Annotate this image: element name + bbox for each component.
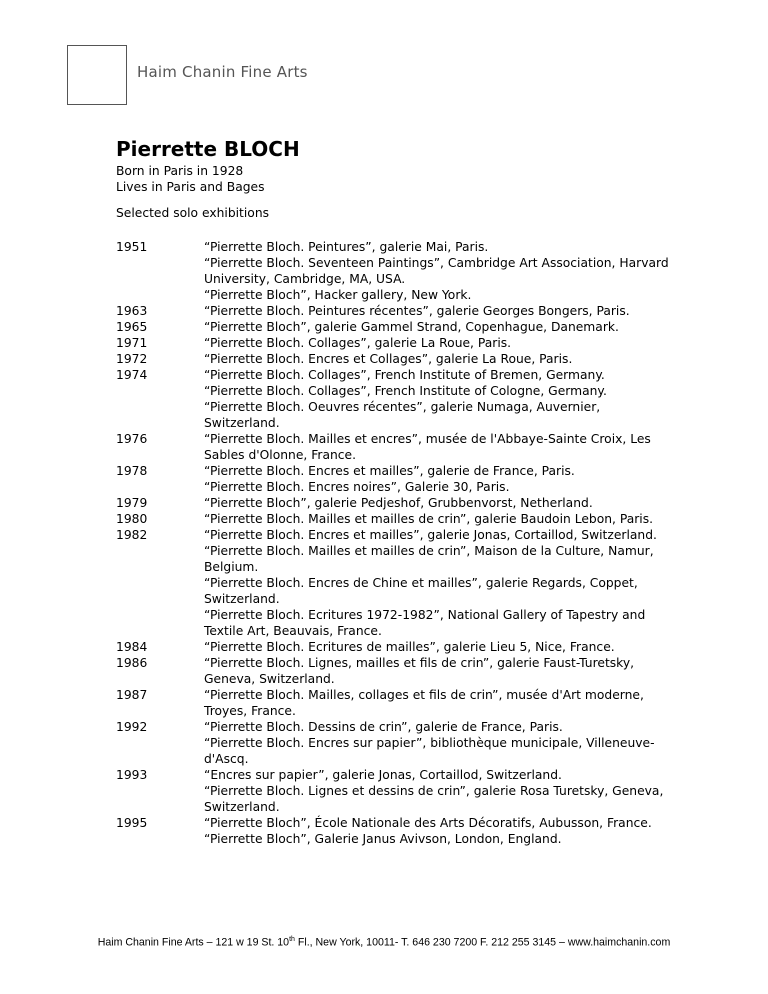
footer-text-end: Fl., New York, 10011- T. 646 230 7200 F. 212 255 3145 – www.haimchanin.com xyxy=(294,936,671,949)
exhibition-year xyxy=(116,399,204,431)
exhibition-description: “Pierrette Bloch. Seventeen Paintings”, Cambridge Art Association, Harvard University, Cambridge, MA, USA. xyxy=(204,256,669,286)
exhibition-year xyxy=(116,575,204,607)
exhibition-year: 1976 xyxy=(116,432,148,446)
exhibition-year: 1982 xyxy=(116,528,148,542)
exhibition-row xyxy=(116,687,676,719)
exhibition-description: “Pierrette Bloch. Encres noires”, Galerie 30, Paris. xyxy=(204,480,510,494)
exhibition-row xyxy=(116,655,676,687)
section-title: Selected solo exhibitions xyxy=(116,206,270,220)
exhibition-row xyxy=(116,719,676,735)
exhibition-year xyxy=(116,287,204,303)
exhibition-description: “Pierrette Bloch. Peintures récentes”, galerie Georges Bongers, Paris. xyxy=(204,304,630,318)
exhibition-row xyxy=(116,367,676,383)
exhibition-year xyxy=(116,783,204,815)
exhibition-description: “Pierrette Bloch. Mailles et encres”, musée de l'Abbaye-Sainte Croix, Les Sables d'Olonne, France. xyxy=(204,432,651,462)
exhibition-row xyxy=(116,511,676,527)
exhibition-row xyxy=(116,431,676,463)
footer xyxy=(0,936,768,949)
exhibition-row xyxy=(116,495,676,511)
exhibition-year: 1972 xyxy=(116,352,148,366)
exhibition-description: “Pierrette Bloch. Ecritures de mailles”, galerie Lieu 5, Nice, France. xyxy=(204,640,615,654)
exhibition-description: “Pierrette Bloch. Oeuvres récentes”, galerie Numaga, Auvernier, Switzerland. xyxy=(204,400,601,430)
exhibition-description: “Pierrette Bloch”, Hacker gallery, New York. xyxy=(204,288,472,302)
exhibition-row xyxy=(116,815,676,831)
exhibition-row xyxy=(116,255,676,287)
exhibition-year: 1995 xyxy=(116,816,148,830)
exhibition-row xyxy=(116,639,676,655)
exhibition-year: 1979 xyxy=(116,496,148,510)
exhibition-row xyxy=(116,479,676,495)
footer-superscript: th xyxy=(289,936,295,943)
exhibition-row xyxy=(116,831,676,847)
exhibition-description: “Pierrette Bloch. Dessins de crin”, galerie de France, Paris. xyxy=(204,720,563,734)
exhibition-description: “Pierrette Bloch. Encres et mailles”, galerie Jonas, Cortaillod, Switzerland. xyxy=(204,528,657,542)
exhibition-year xyxy=(116,543,204,575)
exhibition-year: 1986 xyxy=(116,656,148,670)
exhibition-row xyxy=(116,287,676,303)
lives-line: Lives in Paris and Bages xyxy=(116,180,265,194)
exhibition-row xyxy=(116,399,676,431)
logo-square xyxy=(67,45,127,105)
artist-bio xyxy=(116,163,265,195)
exhibition-year: 1965 xyxy=(116,320,148,334)
exhibition-year xyxy=(116,255,204,287)
exhibition-description: “Pierrette Bloch. Peintures”, galerie Mai, Paris. xyxy=(204,240,489,254)
exhibition-row xyxy=(116,319,676,335)
exhibition-year xyxy=(116,479,204,495)
exhibition-year xyxy=(116,735,204,767)
exhibition-description: “Pierrette Bloch. Encres de Chine et mailles”, galerie Regards, Coppet, Switzerland. xyxy=(204,576,638,606)
exhibition-row xyxy=(116,303,676,319)
exhibition-year: 1980 xyxy=(116,512,148,526)
exhibition-row xyxy=(116,239,676,255)
exhibition-year: 1992 xyxy=(116,720,148,734)
exhibition-description: “Pierrette Bloch. Encres et mailles”, galerie de France, Paris. xyxy=(204,464,575,478)
exhibition-description: “Pierrette Bloch”, École Nationale des Arts Décoratifs, Aubusson, France. xyxy=(204,816,652,830)
exhibition-row xyxy=(116,543,676,575)
exhibition-description: “Pierrette Bloch. Ecritures 1972-1982”, National Gallery of Tapestry and Textile Art, Beauvais, France. xyxy=(204,608,646,638)
exhibition-row xyxy=(116,463,676,479)
exhibition-description: “Pierrette Bloch. Encres sur papier”, bibliothèque municipale, Villeneuve-d'Ascq. xyxy=(204,736,655,766)
exhibition-description: “Pierrette Bloch. Mailles, collages et fils de crin”, musée d'Art moderne, Troyes, France. xyxy=(204,688,644,718)
exhibition-description: “Pierrette Bloch. Collages”, French Institute of Bremen, Germany. xyxy=(204,368,605,382)
exhibition-description: “Pierrette Bloch. Collages”, galerie La Roue, Paris. xyxy=(204,336,512,350)
gallery-name: Haim Chanin Fine Arts xyxy=(137,63,308,81)
exhibition-year: 1963 xyxy=(116,304,148,318)
exhibition-year: 1978 xyxy=(116,464,148,478)
exhibition-row xyxy=(116,527,676,543)
exhibition-year: 1984 xyxy=(116,640,148,654)
exhibition-description: “Pierrette Bloch”, galerie Gammel Strand, Copenhague, Danemark. xyxy=(204,320,619,334)
exhibition-description: “Pierrette Bloch”, Galerie Janus Avivson, London, England. xyxy=(204,832,562,846)
exhibition-description: “Pierrette Bloch”, galerie Pedjeshof, Grubbenvorst, Netherland. xyxy=(204,496,593,510)
exhibition-row xyxy=(116,607,676,639)
exhibition-row xyxy=(116,575,676,607)
exhibition-year xyxy=(116,607,204,639)
exhibition-description: “Encres sur papier”, galerie Jonas, Cortaillod, Switzerland. xyxy=(204,768,562,782)
exhibition-year: 1987 xyxy=(116,688,148,702)
exhibition-description: “Pierrette Bloch. Lignes et dessins de crin”, galerie Rosa Turetsky, Geneva, Switzerland. xyxy=(204,784,664,814)
exhibition-row xyxy=(116,767,676,783)
exhibition-year: 1993 xyxy=(116,768,148,782)
exhibition-description: “Pierrette Bloch. Collages”, French Institute of Cologne, Germany. xyxy=(204,384,607,398)
exhibition-description: “Pierrette Bloch. Encres et Collages”, galerie La Roue, Paris. xyxy=(204,352,573,366)
exhibition-year: 1971 xyxy=(116,336,148,350)
exhibition-list xyxy=(116,239,676,847)
exhibition-description: “Pierrette Bloch. Mailles et mailles de crin”, Maison de la Culture, Namur, Belgium. xyxy=(204,544,654,574)
exhibition-row xyxy=(116,335,676,351)
exhibition-row xyxy=(116,735,676,767)
exhibition-year xyxy=(116,831,204,847)
page-title: Pierrette BLOCH xyxy=(116,137,300,161)
exhibition-year xyxy=(116,383,204,399)
exhibition-row xyxy=(116,383,676,399)
exhibition-row xyxy=(116,351,676,367)
exhibition-description: “Pierrette Bloch. Lignes, mailles et fils de crin”, galerie Faust-Turetsky, Geneva, Switzerland. xyxy=(204,656,635,686)
footer-text-start: Haim Chanin Fine Arts – 121 w 19 St. 10 xyxy=(97,936,290,949)
exhibition-row xyxy=(116,783,676,815)
born-line: Born in Paris in 1928 xyxy=(116,164,244,178)
exhibition-year: 1974 xyxy=(116,368,148,382)
exhibition-year: 1951 xyxy=(116,240,148,254)
exhibition-description: “Pierrette Bloch. Mailles et mailles de crin”, galerie Baudoin Lebon, Paris. xyxy=(204,512,654,526)
